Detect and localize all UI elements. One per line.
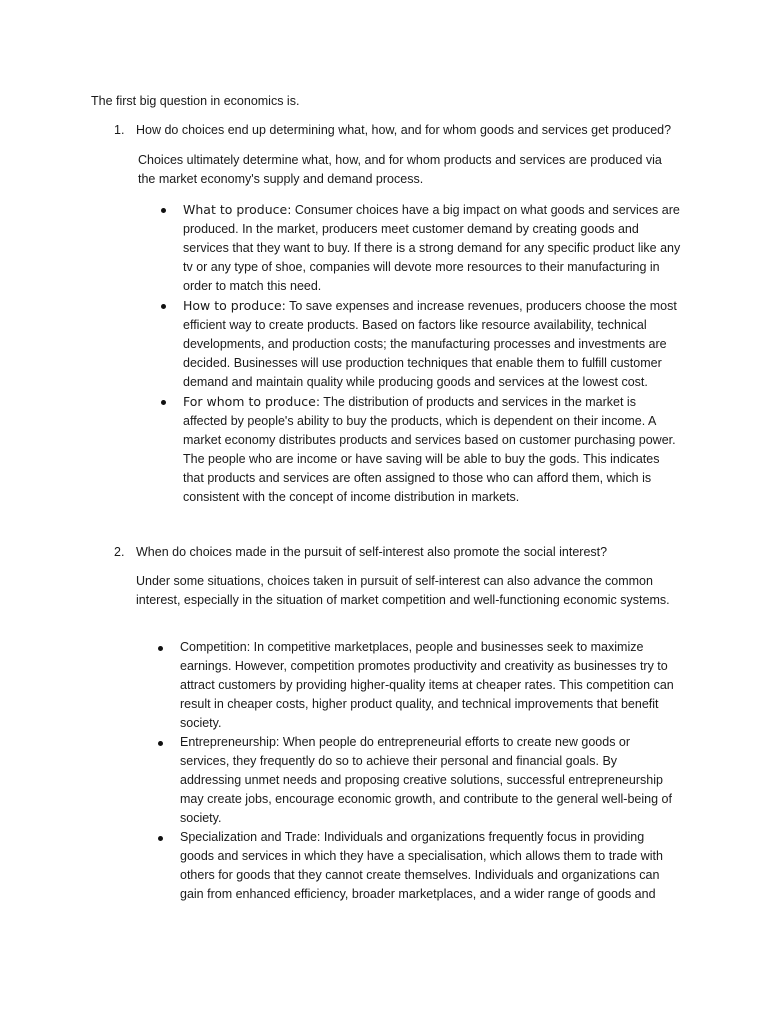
bullet-lead: How to produce: [183,298,286,313]
list-item [158,638,678,733]
bullet-lead: What to produce: [183,202,292,217]
bullet-icon [161,208,166,213]
list-item [158,828,678,904]
question-text: How do choices end up determining what, how, and for whom goods and services get produced? [136,123,672,137]
bullet-text: To save expenses and increase revenues, producers choose the most efficient way to create products. Based on factors like resource availability, technical developments, and production costs; the manufacturing processes and investments are decided. Businesses will use production techniques that enable them to fulfill customer demand and maintain quality while producing goods and services at the lowest cost. [183,299,677,389]
bullet-text: Consumer choices have a big impact on what goods and services are produced. In the market, producers meet customer demand by creating goods and services that they want to buy. If there is a strong demand for any specific product like any tv or any type of shoe, companies will devote more resources to their manufacturing in order to match this need. [183,203,681,293]
answer-paragraph: Choices ultimately determine what, how, and for whom products and services are produced via the market economy's supply and demand process. [138,153,662,186]
bullet-text: Specialization and Trade: Individuals and organizations frequently focus in providing goods and services in which they have a specialisation, which allows them to trade with others for goods that they cannot create themselves. Individuals and organizations can gain from enhanced efficiency, broader marketplaces, and a wider range of goods and [180,830,663,901]
question-number: 2. [114,545,125,559]
bullet-icon [158,741,163,746]
bullet-icon [158,646,163,651]
question-text: When do choices made in the pursuit of self-interest also promote the social interest? [136,545,608,559]
list-item [161,296,681,392]
bullet-lead: For whom to produce: [183,394,321,409]
bullet-text: Competition: In competitive marketplaces, people and businesses seek to maximize earnings. However, competition promotes productivity and creativity as businesses try to attract customers by providing higher-quality items at cheaper rates. This competition can result in cheaper costs, higher product quality, and technical improvements that benefit society. [180,640,674,730]
bullet-icon [161,400,166,405]
list-item [161,200,681,296]
bullet-icon [161,304,166,309]
bullet-list [161,200,681,507]
bullet-text: The distribution of products and services in the market is affected by people's ability to buy the products, which is dependent on their income. A market economy distributes products and services based on customer purchasing power. The people who are income or have saving will be able to buy the gods. This indicates that products and services are often assigned to those who can afford them, which is consistent with the concept of income distribution in markets. [183,395,676,504]
bullet-list [158,638,678,904]
question-number: 1. [114,123,125,137]
intro-text: The first big question in economics is. [91,94,300,108]
bullet-text: Entrepreneurship: When people do entrepreneurial efforts to create new goods or services, they frequently do so to achieve their personal and financial goals. By addressing unmet needs and proposing creative solutions, successful entrepreneurship may create jobs, encourage economic growth, and contribute to the general well-being of society. [180,735,672,825]
list-item [158,733,678,828]
bullet-icon [158,836,163,841]
list-item [161,392,681,507]
answer-paragraph: Under some situations, choices taken in pursuit of self-interest can also advance the common interest, especially in the situation of market competition and well-functioning economic systems. [136,574,670,607]
